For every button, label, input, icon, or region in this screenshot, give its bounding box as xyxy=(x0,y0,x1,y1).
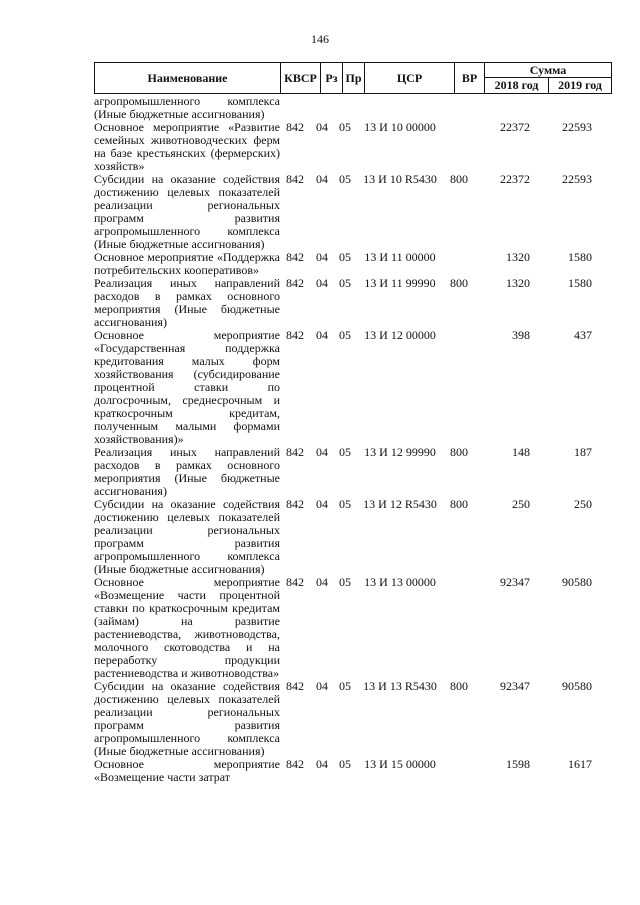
row-pr: 05 xyxy=(339,575,351,589)
table-row xyxy=(94,251,612,277)
row-name: агропромышленного комплекса (Иные бюджетные ассигнования) xyxy=(94,94,280,121)
row-year-2019: 187 xyxy=(574,445,592,459)
header-kvsr: КВСР xyxy=(281,63,321,93)
table-row xyxy=(94,329,612,446)
row-csr: 13 И 13 00000 xyxy=(364,575,436,589)
row-year-2018: 1598 xyxy=(506,757,530,771)
row-rz: 04 xyxy=(316,276,328,290)
budget-table xyxy=(94,62,612,784)
row-rz: 04 xyxy=(316,757,328,771)
row-year-2019: 1580 xyxy=(568,250,592,264)
row-kvsr: 842 xyxy=(286,120,304,134)
row-rz: 04 xyxy=(316,250,328,264)
row-year-2018: 1320 xyxy=(506,250,530,264)
row-kvsr: 842 xyxy=(286,757,304,771)
table-row xyxy=(94,576,612,680)
row-year-2018: 250 xyxy=(512,497,530,511)
table-header xyxy=(94,62,612,94)
table-row xyxy=(94,446,612,498)
row-name: Реализация иных направлений расходов в рамках основного мероприятия (Иные бюджетные ассигнования) xyxy=(94,276,280,329)
row-year-2019: 1580 xyxy=(568,276,592,290)
header-vr: ВР xyxy=(455,63,485,93)
row-year-2018: 398 xyxy=(512,328,530,342)
table-row xyxy=(94,758,612,784)
row-pr: 05 xyxy=(339,328,351,342)
row-pr: 05 xyxy=(339,172,351,186)
header-csr: ЦСР xyxy=(365,63,455,93)
row-vr: 800 xyxy=(450,172,468,186)
row-year-2019: 90580 xyxy=(562,679,592,693)
row-name: Основное мероприятие «Возмещение части затрат xyxy=(94,757,280,784)
row-year-2019: 250 xyxy=(574,497,592,511)
row-csr: 13 И 12 00000 xyxy=(364,328,436,342)
row-name: Основное мероприятие «Поддержка потребительских кооперативов» xyxy=(94,250,280,277)
header-pr: Пр xyxy=(343,63,365,93)
header-sum: Сумма xyxy=(485,63,611,78)
row-csr: 13 И 12 R5430 xyxy=(363,497,437,511)
row-pr: 05 xyxy=(339,276,351,290)
row-vr xyxy=(444,251,474,277)
row-rz: 04 xyxy=(316,120,328,134)
row-name: Основное мероприятие «Государственная поддержка кредитования малых форм хозяйствования (субсидирование процентной ставки по долгосрочным, среднесрочным и краткосрочным кредитам, полученным малыми формами хозяйствования)» xyxy=(94,328,280,446)
row-kvsr: 842 xyxy=(286,445,304,459)
row-year-2019: 1617 xyxy=(568,757,592,771)
row-kvsr: 842 xyxy=(286,250,304,264)
table-row xyxy=(94,121,612,173)
row-pr: 05 xyxy=(339,757,351,771)
table-body xyxy=(94,95,612,784)
row-kvsr: 842 xyxy=(286,497,304,511)
row-rz: 04 xyxy=(316,497,328,511)
row-year-2018: 148 xyxy=(512,445,530,459)
header-name: Наименование xyxy=(95,63,281,93)
table-row xyxy=(94,173,612,251)
row-csr: 13 И 10 00000 xyxy=(364,120,436,134)
row-year-2019: 437 xyxy=(574,328,592,342)
row-kvsr: 842 xyxy=(286,679,304,693)
row-kvsr: 842 xyxy=(286,172,304,186)
row-pr: 05 xyxy=(339,445,351,459)
row-kvsr: 842 xyxy=(286,328,304,342)
row-pr: 05 xyxy=(339,250,351,264)
row-name: Основное мероприятие «Возмещение части процентной ставки по краткосрочным кредитам (займам) на развитие растениеводства, животноводства, молочного скотоводства и на переработку продукции растениеводства и животноводства» xyxy=(94,575,280,680)
row-csr: 13 И 11 00000 xyxy=(364,250,436,264)
row-year-2018: 92347 xyxy=(500,575,530,589)
header-year-2018: 2018 год xyxy=(485,78,549,93)
row-year-2019: 22593 xyxy=(562,172,592,186)
row-vr xyxy=(444,576,474,680)
row-vr xyxy=(444,758,474,784)
row-rz: 04 xyxy=(316,679,328,693)
row-vr xyxy=(444,329,474,446)
header-rz: Рз xyxy=(321,63,343,93)
row-year-2018: 92347 xyxy=(500,679,530,693)
row-rz: 04 xyxy=(316,172,328,186)
row-csr: 13 И 13 R5430 xyxy=(363,679,437,693)
row-year-2019: 22593 xyxy=(562,120,592,134)
row-vr: 800 xyxy=(450,497,468,511)
row-csr: 13 И 12 99990 xyxy=(364,445,436,459)
row-pr: 05 xyxy=(339,120,351,134)
row-csr: 13 И 11 99990 xyxy=(364,276,436,290)
header-year-2019: 2019 год xyxy=(558,78,602,92)
row-vr: 800 xyxy=(450,679,468,693)
row-csr: 13 И 15 00000 xyxy=(364,757,436,771)
table-row xyxy=(94,277,612,329)
table-row xyxy=(94,680,612,758)
row-name: Субсидии на оказание содействия достижению целевых показателей реализации региональных программ развития агропромышленного комплекса (Иные бюджетные ассигнования) xyxy=(94,497,280,576)
row-vr: 800 xyxy=(450,445,468,459)
row-year-2018: 1320 xyxy=(506,276,530,290)
row-pr: 05 xyxy=(339,497,351,511)
row-kvsr: 842 xyxy=(286,276,304,290)
row-rz: 04 xyxy=(316,328,328,342)
page-number: 146 xyxy=(311,32,329,46)
table-row xyxy=(94,95,612,121)
table-row xyxy=(94,498,612,576)
row-name: Субсидии на оказание содействия достижению целевых показателей реализации региональных программ развития агропромышленного комплекса (Иные бюджетные ассигнования) xyxy=(94,679,280,758)
row-year-2018: 22372 xyxy=(500,172,530,186)
row-csr: 13 И 10 R5430 xyxy=(363,172,437,186)
row-name: Основное мероприятие «Развитие семейных животноводческих ферм на базе крестьянских (фермерских) хозяйств» xyxy=(94,120,280,173)
row-kvsr: 842 xyxy=(286,575,304,589)
row-pr: 05 xyxy=(339,679,351,693)
row-vr: 800 xyxy=(450,276,468,290)
row-rz: 04 xyxy=(316,575,328,589)
row-vr xyxy=(444,121,474,173)
row-year-2018: 22372 xyxy=(500,120,530,134)
row-name: Реализация иных направлений расходов в рамках основного мероприятия (Иные бюджетные ассигнования) xyxy=(94,445,280,498)
row-name: Субсидии на оказание содействия достижению целевых показателей реализации региональных программ развития агропромышленного комплекса (Иные бюджетные ассигнования) xyxy=(94,172,280,251)
row-rz: 04 xyxy=(316,445,328,459)
row-year-2019: 90580 xyxy=(562,575,592,589)
